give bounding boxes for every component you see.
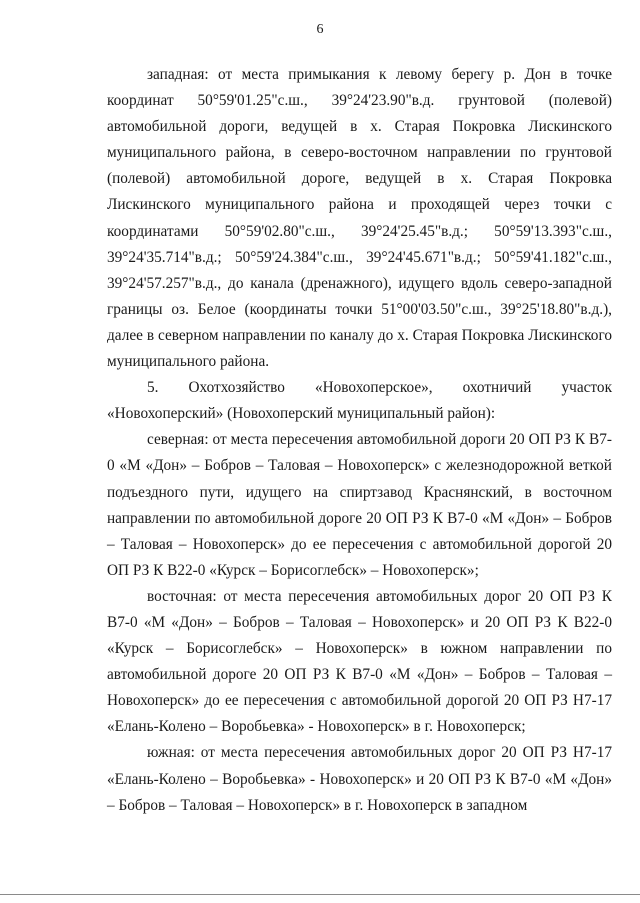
document-body <box>107 62 612 819</box>
page-number: 6 <box>316 22 324 37</box>
page-bottom-edge <box>0 894 640 895</box>
paragraph-item-5-heading: 5. Охотхозяйство «Новохоперское», охотничий участок «Новохоперский» (Новохоперский муниципальный район): <box>107 379 612 423</box>
paragraph-south-boundary: южная: от места пересечения автомобильных дорог 20 ОП РЗ Н7-17 «Елань-Колено – Воробьевка» - Новохоперск» и 20 ОП РЗ К В7-0 «М «Дон» – Бобров – Таловая – Новохоперск» в г. Новохоперск в западном <box>107 744 612 814</box>
paragraph-east-boundary: восточная: от места пересечения автомобильных дорог 20 ОП РЗ К В7-0 «М «Дон» – Бобров – Таловая – Новохоперск» и 20 ОП РЗ К В22-0 «Курск – Борисоглебск» – Новохоперск» в южном направлении по автомобильной дороге 20 ОП РЗ К В7-0 «М «Дон» – Бобров – Таловая – Новохоперск» до ее пересечения с автомобильной дорогой 20 ОП РЗ Н7-17 «Елань-Колено – Воробьевка» - Новохоперск» в г. Новохоперск; <box>107 587 612 736</box>
paragraph-west-boundary: западная: от места примыкания к левому берегу р. Дон в точке координат 50°59'01.25"с.ш., 39°24'23.90"в.д. грунтовой (полевой) автомобильной дороги, ведущей в х. Старая Покровка Лискинского муниципального района, в северо-восточном направлении по грунтовой (полевой) автомобильной дороге, ведущей в х. Старая Покровка Лискинского муниципального района и проходящей через точки с координатами 50°59'02.80"с.ш., 39°24'25.45"в.д.; 50°59'13.393"с.ш., 39°24'35.714"в.д.; 50°59'24.384"с.ш., 39°24'45.671"в.д.; 50°59'41.182"с.ш., 39°24'57.257"в.д., до канала (дренажного), идущего вдоль северо-западной границы оз. Белое (координаты точки 51°00'03.50"с.ш., 39°25'18.80"в.д.), далее в северном направлении по каналу до х. Старая Покровка Лискинского муниципального района. <box>107 66 612 371</box>
paragraph-north-boundary: северная: от места пересечения автомобильной дороги 20 ОП РЗ К В7-0 «М «Дон» – Бобров – Таловая – Новохоперск» с железнодорожной веткой подъездного пути, идущего на спиртзавод Краснянский, в восточном направлении по автомобильной дороге 20 ОП РЗ К В7-0 «М «Дон» – Бобров – Таловая – Новохоперск» до ее пересечения с автомобильной дорогой 20 ОП РЗ К В22-0 «Курск – Борисоглебск» – Новохоперск»; <box>107 431 612 579</box>
